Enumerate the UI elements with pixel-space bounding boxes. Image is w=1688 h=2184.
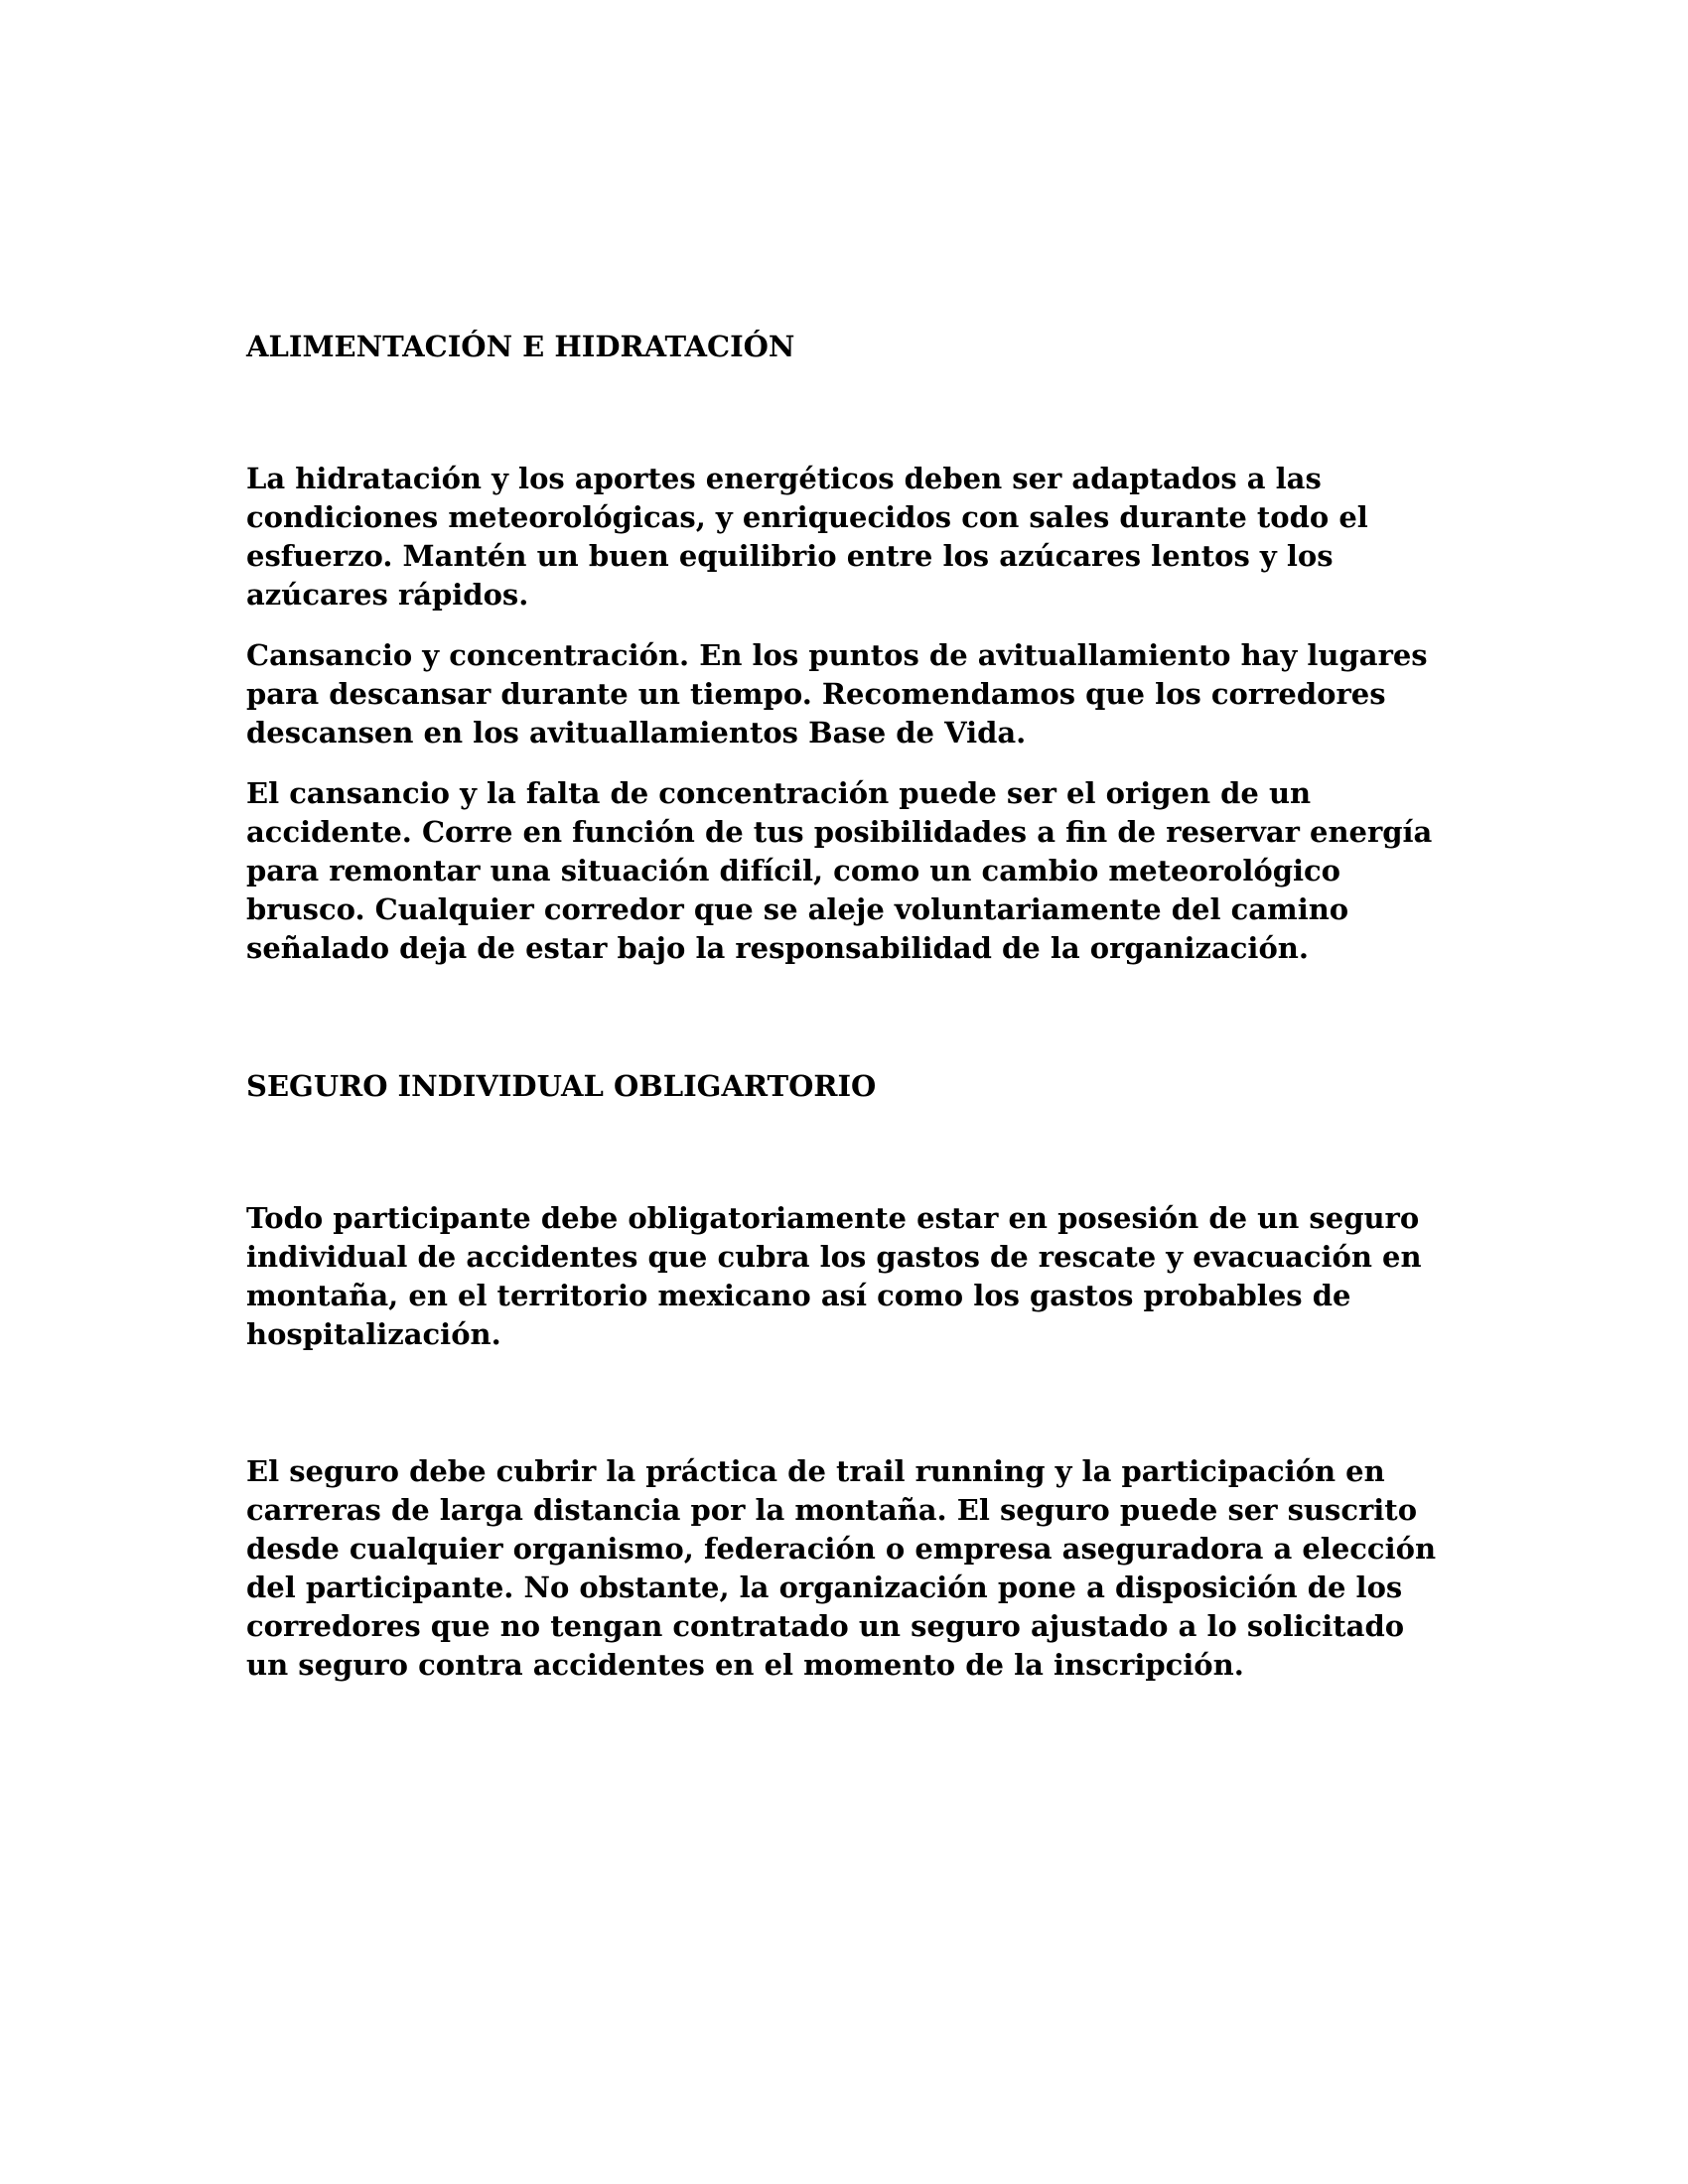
section-heading-seguro: SEGURO INDIVIDUAL OBLIGARTORIO: [246, 1069, 877, 1103]
paragraph-concentracion: El cansancio y la falta de concentración puede ser el origen de un accidente. Corre en función de tus posibilidades a fin de reservar energía para remontar una situación difícil, como un cambio meteorológico brusco. Cualquier corredor que se aleje voluntariamente del camino señalado deja de estar bajo la responsabilidad de la organización.: [246, 776, 1433, 965]
paragraph-seguro-obligatorio: Todo participante debe obligatoriamente estar en posesión de un seguro individual de accidentes que cubra los gastos de rescate y evacuación en montaña, en el territorio mexicano así como los gastos probables de hospitalización.: [246, 1201, 1422, 1351]
section-heading-alimentacion: ALIMENTACIÓN E HIDRATACIÓN: [246, 330, 795, 363]
paragraph-cansancio: Cansancio y concentración. En los puntos de avituallamiento hay lugares para descansar durante un tiempo. Recomendamos que los corredores descansen en los avituallamientos Base de Vida.: [246, 638, 1428, 750]
document-body: [246, 328, 1448, 1685]
paragraph-seguro-cobertura: El seguro debe cubrir la práctica de trail running y la participación en carreras de larga distancia por la montaña. El seguro puede ser suscrito desde cualquier organismo, federación o empresa aseguradora a elección del participante. No obstante, la organización pone a disposición de los corredores que no tengan contratado un seguro ajustado a lo solicitado un seguro contra accidentes en el momento de la inscripción.: [246, 1454, 1437, 1682]
paragraph-hidratacion: La hidratación y los aportes energéticos deben ser adaptados a las condiciones meteorológicas, y enriquecidos con sales durante todo el esfuerzo. Mantén un buen equilibrio entre los azúcares lentos y los azúcares rápidos.: [246, 462, 1368, 612]
